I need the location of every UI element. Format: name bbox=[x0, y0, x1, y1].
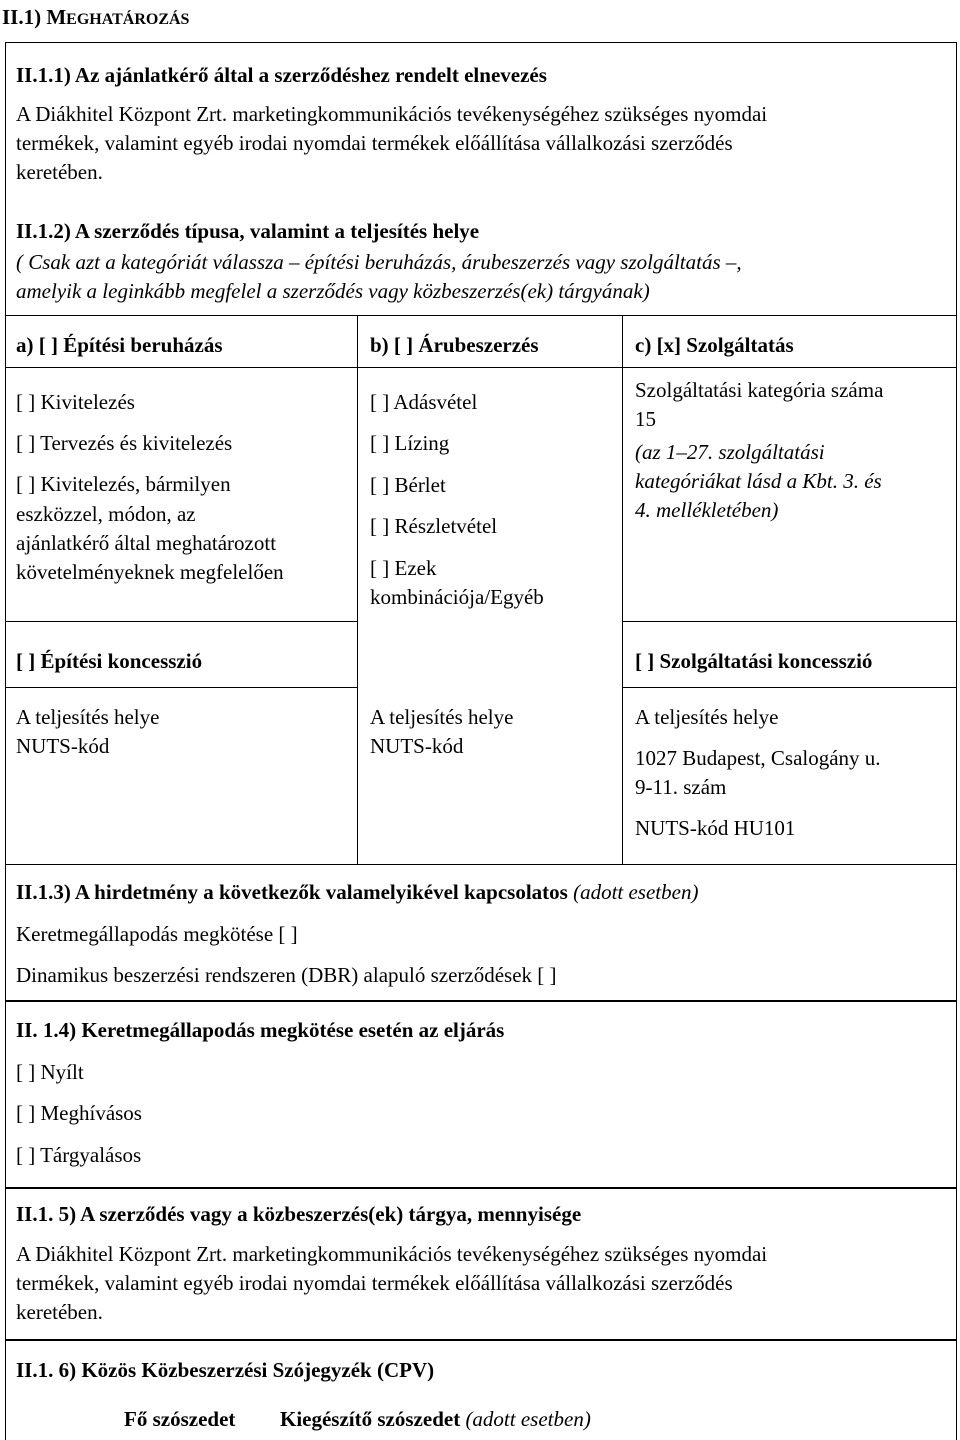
col-c-place-label: A teljesítés helye bbox=[635, 705, 779, 729]
col-c-category-note1: (az 1–27. szolgáltatási bbox=[635, 440, 825, 464]
grid-divider-bc bbox=[622, 316, 623, 864]
grid-left-border bbox=[5, 316, 6, 864]
col-a-header: a) [ ] Építési beruházás bbox=[16, 333, 223, 357]
s112-note2: amelyik a leginkább megfelel a szerződés vagy közbeszerzés(ek) tárgyának) bbox=[16, 279, 650, 303]
col-b-item-lizing: [ ] Lízing bbox=[370, 431, 450, 455]
col-c-category-label: Szolgáltatási kategória száma bbox=[635, 378, 884, 402]
s115-line1: A Diákhitel Központ Zrt. marketingkommunikációs tevékenységéhez szükséges nyomdai bbox=[16, 1242, 768, 1266]
s111-line1: A Diákhitel Központ Zrt. marketingkommunikációs tevékenységéhez szükséges nyomdai bbox=[16, 102, 768, 126]
col-c-place-address1: 1027 Budapest, Csalogány u. bbox=[635, 746, 881, 770]
col-b-item-reszletvetel: [ ] Részletvétel bbox=[370, 514, 498, 538]
col-a-concession: [ ] Építési koncesszió bbox=[16, 649, 203, 673]
col-b-header: b) [ ] Árubeszerzés bbox=[370, 333, 539, 357]
col-c-category-note3: 4. mellékletében) bbox=[635, 498, 779, 522]
s115-heading: II.1. 5) A szerződés vagy a közbeszerzés(ek) tárgya, mennyisége bbox=[16, 1202, 582, 1226]
s116-main-vocabulary: Fő szószedet bbox=[124, 1407, 236, 1431]
col-c-place-nuts: NUTS-kód HU101 bbox=[635, 816, 796, 840]
col-b-place-nuts: NUTS-kód bbox=[370, 734, 464, 758]
col-c-header-line bbox=[622, 367, 956, 368]
s111-heading: II.1.1) Az ajánlatkérő által a szerződéshez rendelt elnevezés bbox=[16, 63, 547, 87]
col-a-item3-line3: ajánlatkérő által meghatározott bbox=[16, 531, 277, 555]
s116-supplementary-row bbox=[280, 1405, 591, 1433]
s113-heading-note: (adott esetben) bbox=[567, 880, 699, 904]
col-b-header-line bbox=[357, 367, 622, 368]
col-a-item3-line4: követelményeknek megfelelően bbox=[16, 560, 284, 584]
col-a-place-nuts: NUTS-kód bbox=[16, 734, 110, 758]
s116-supplementary-note: (adott esetben) bbox=[460, 1407, 591, 1431]
s114-heading: II. 1.4) Keretmegállapodás megkötése esetén az eljárás bbox=[16, 1018, 505, 1042]
col-c-concession-line bbox=[622, 687, 956, 688]
col-c-category-number: 15 bbox=[635, 407, 656, 431]
s114-option-nyilt: [ ] Nyílt bbox=[16, 1060, 84, 1084]
col-c-place-address2: 9-11. szám bbox=[635, 775, 727, 799]
col-c-category-note2: kategóriákat lásd a Kbt. 3. és bbox=[635, 469, 882, 493]
s116-heading: II.1. 6) Közös Közbeszerzési Szójegyzék (CPV) bbox=[16, 1358, 435, 1382]
s116-supplementary-vocabulary: Kiegészítő szószedet bbox=[280, 1407, 461, 1431]
col-b-item5-line2: kombinációja/Egyéb bbox=[370, 585, 544, 609]
col-c-header: c) [x] Szolgáltatás bbox=[635, 333, 794, 357]
s113-heading-row bbox=[16, 878, 698, 906]
grid-right-border bbox=[956, 316, 957, 864]
s112-heading: II.1.2) A szerződés típusa, valamint a teljesítés helye bbox=[16, 219, 480, 243]
col-a-item-kivitelezes: [ ] Kivitelezés bbox=[16, 390, 135, 414]
section-title bbox=[2, 3, 189, 31]
col-c-concession: [ ] Szolgáltatási koncesszió bbox=[635, 649, 873, 673]
col-c-category-bottom-line bbox=[622, 621, 956, 622]
col-b-item-berlet: [ ] Bérlet bbox=[370, 473, 446, 497]
col-a-item3-line1: [ ] Kivitelezés, bármilyen bbox=[16, 472, 231, 496]
s115-line2: termékek, valamint egyéb irodai nyomdai termékek előállítása vállalkozási szerződés bbox=[16, 1271, 733, 1295]
col-a-header-line bbox=[5, 367, 357, 368]
col-a-item-tervezes: [ ] Tervezés és kivitelezés bbox=[16, 431, 233, 455]
s112-note1: ( Csak azt a kategóriát válassza – építési beruházás, árubeszerzés vagy szolgáltatás –, bbox=[16, 250, 742, 274]
col-b-place-label: A teljesítés helye bbox=[370, 705, 514, 729]
col-a-item3-line2: eszközzel, módon, az bbox=[16, 502, 196, 526]
s111-line2: termékek, valamint egyéb irodai nyomdai termékek előállítása vállalkozási szerződés bbox=[16, 131, 733, 155]
col-a-concession-line bbox=[5, 687, 357, 688]
section-title-rest: EGHATÁROZÁS bbox=[66, 11, 190, 28]
col-b-item-adasvetel: [ ] Adásvétel bbox=[370, 390, 478, 414]
s113-heading: II.1.3) A hirdetmény a következők valamelyikével kapcsolatos bbox=[16, 880, 568, 904]
s114-option-targyalasos: [ ] Tárgyalásos bbox=[16, 1143, 142, 1167]
grid-divider-ab bbox=[357, 316, 358, 864]
s113-option-keretmegallapodas: Keretmegállapodás megkötése [ ] bbox=[16, 922, 298, 946]
section-title-prefix: II.1) M bbox=[2, 5, 67, 29]
s111-line3: keretében. bbox=[16, 160, 103, 184]
s114-option-meghivasos: [ ] Meghívásos bbox=[16, 1101, 142, 1125]
col-a-place-label: A teljesítés helye bbox=[16, 705, 160, 729]
s113-option-dbr: Dinamikus beszerzési rendszeren (DBR) alapuló szerződések [ ] bbox=[16, 963, 557, 987]
col-b-item5-line1: [ ] Ezek bbox=[370, 556, 437, 580]
s115-line3: keretében. bbox=[16, 1300, 103, 1324]
col-a-items-bottom-line bbox=[5, 621, 357, 622]
